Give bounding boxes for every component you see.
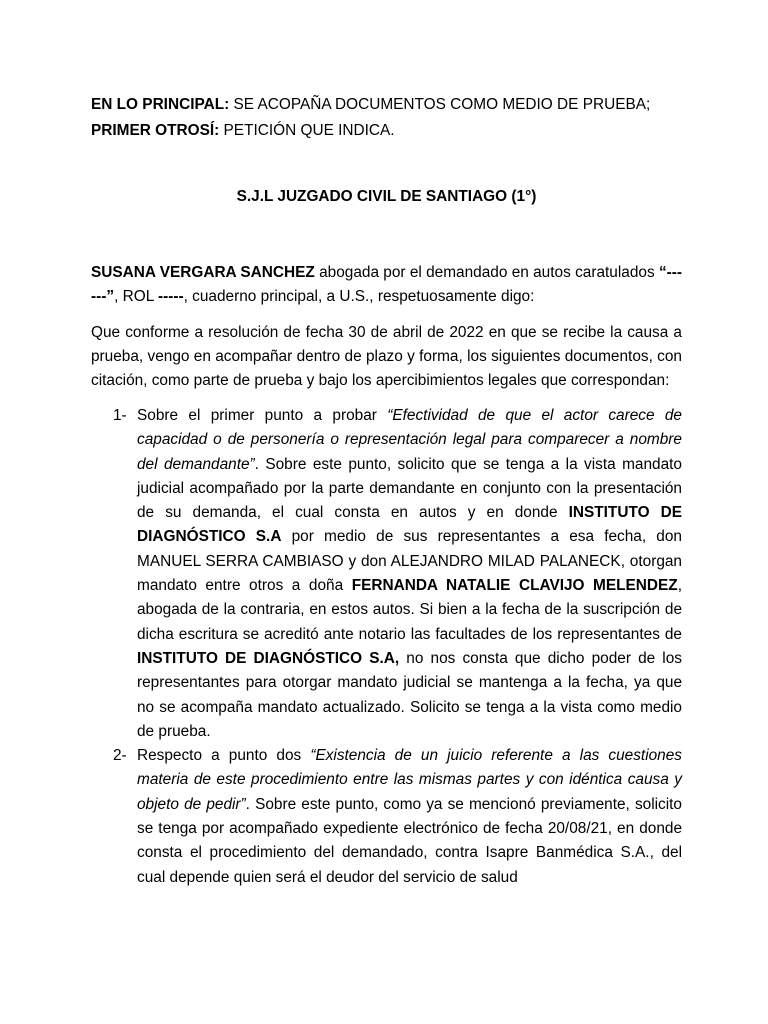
list-item-number: 2- [113, 747, 127, 765]
body-paragraph: Que conforme a resolución de fecha 30 de abril de 2022 en que se recibe la causa a prueba, vengo en acompañar dentro de plazo y forma, los siguientes documentos, con citación, como parte de prueba y bajo los apercibimientos legales que correspondan: [91, 324, 682, 389]
header-principal [91, 92, 682, 118]
principal-label: EN LO PRINCIPAL: [91, 96, 230, 113]
item-text: , abogada de la contraria, en estos autos. Si bien a la fecha de la suscripción de dicha escritura se acreditó ante notario las facultades de los representantes de [137, 577, 682, 643]
item-quote: “Existencia de un juicio referente a las cuestiones materia de este procedimiento entre las mismas partes y con idéntica causa y objeto de pedir” [137, 747, 682, 813]
evidence-list [91, 404, 682, 890]
court-title: S.J.L JUZGADO CIVIL DE SANTIAGO (1°) [236, 188, 537, 205]
case-caption: “------” [91, 264, 683, 305]
item-quote: “Efectividad de que el actor carece de capacidad o de personería o representación legal para comparecer a nombre del demandante” [137, 407, 682, 473]
rol-number: ----- [157, 288, 184, 305]
item-text: . Sobre este punto, solicito que se tenga a la vista mandato judicial acompañado por la parte demandante en conjunto con la presentación de su demanda, el cual consta en autos y en donde [137, 455, 682, 522]
list-item-1 [91, 404, 682, 744]
item-text: no nos consta que dicho poder de los representantes para otorgar mandato judicial se mantenga a la fecha, ya que no se acompaña mandato actualizado. Solicito se tenga a la vista como medio de prueba. [137, 649, 682, 740]
otrosi-text: PETICIÓN QUE INDICA. [219, 122, 395, 139]
lawyer-name: SUSANA VERGARA SANCHEZ [91, 264, 315, 281]
intro-paragraph [91, 261, 682, 309]
organization-name: INSTITUTO DE DIAGNÓSTICO S.A [137, 504, 682, 546]
person-name: FERNANDA NATALIE CLAVIJO MELENDEZ [351, 577, 678, 595]
item-text: . Sobre este punto, como ya se mencionó previamente, solicito se tenga por acompañado expediente electrónico de fecha 20/08/21, en donde consta el procedimiento del demandado, contra Isapre Banmédica S.A., del cual depende quien será el deudor del servicio de salud [137, 795, 682, 886]
intro-text-2: , ROL [114, 288, 158, 305]
list-item-number: 1- [113, 407, 127, 424]
item-text: Sobre el primer punto a probar [137, 407, 388, 424]
intro-text-1: abogada por el demandado en autos caratulados [314, 264, 659, 281]
intro-text-3: , cuaderno principal, a U.S., respetuosamente digo: [183, 288, 535, 305]
otrosi-label: PRIMER OTROSÍ: [91, 122, 220, 139]
principal-text: SE ACOPAÑA DOCUMENTOS COMO MEDIO DE PRUEBA; [229, 96, 651, 113]
item-text: por medio de sus representantes a esa fecha, don MANUEL SERRA CAMBIASO y don ALEJANDRO MILAD PALANECK, otorgan mandato entre otros a doña [137, 528, 682, 595]
list-item-2 [91, 744, 682, 890]
header-otrosi [91, 118, 682, 144]
item-text: Respecto a punto dos [137, 747, 311, 765]
organization-name: INSTITUTO DE DIAGNÓSTICO S.A, [137, 649, 400, 667]
